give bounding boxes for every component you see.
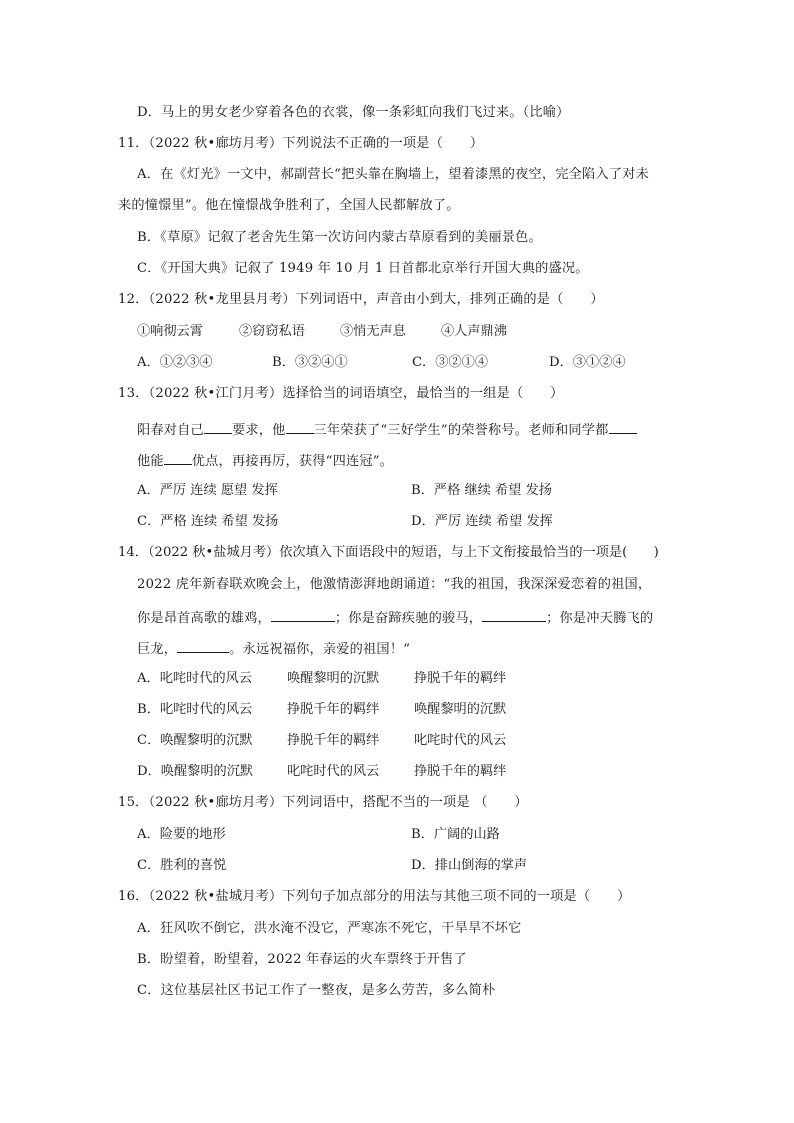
q12-option-a: A．①②③④ [137,355,213,370]
q15-options-row1 [137,826,637,844]
q14-stem: 14．（2022 秋•盐城月考）依次填入下面语段中的短语，与上下文衔接最恰当的一项是( ) [118,545,659,560]
q14-option-b-phrase-2: 挣脱千年的羁绊 [287,702,380,717]
q13-stem: 13．（2022 秋•江门月考）选择恰当的词语填空，最恰当的一组是（ ） [118,386,564,401]
q14-option-d-phrase-3: 挣脱千年的羁绊 [414,764,507,779]
q15-option-d: D．排山倒海的掌声 [411,858,528,873]
q12-word-1: ①响彻云霄 [137,324,203,339]
q16-option-c: C．这位基层社区书记工作了一整夜，是多么劳苦，多么简朴 [137,983,496,998]
q10-option-d: D．马上的男女老少穿着各色的衣裳，像一条彩虹向我们飞过来。（比喻） [137,105,570,120]
q13-option-d: D．严厉 连续 希望 发挥 [411,514,553,529]
q12-option-c: C．③②①④ [412,355,489,370]
q11-option-c: C．《开国大典》记叙了 1949 年 10 月 1 日首都北京举行开国大典的盛况。 [137,261,589,276]
q14-option-a-phrase-1: A．叱咤时代的风云 [137,671,253,686]
q15-option-b: B．广阔的山路 [411,827,500,842]
q13-passage-line2 [137,450,393,471]
q14-blank-2[interactable] [482,607,546,622]
q15-option-c: C．胜利的喜悦 [137,858,227,873]
q12-word-3: ③悄无声息 [340,324,406,339]
q11-option-b: B．《草原》记叙了老舍先生第一次访问内蒙古草原看到的美丽景色。 [137,230,542,245]
q14-option-c-phrase-1: C．唤醒黎明的沉默 [137,733,253,748]
q13-blank-1[interactable] [204,419,232,434]
q14-option-a-phrase-3: 挣脱千年的羁绊 [414,671,507,686]
q14-option-d [137,763,557,781]
q14-blank-3[interactable] [177,638,229,653]
q13-text-1c: 三年荣获了“三好学生”的荣誉称号。老师和同学都 [313,423,609,438]
q14-option-b-phrase-3: 唤醒黎明的沉默 [414,702,507,717]
q13-text-2a: 他能 [137,454,164,469]
q15-options-row2 [137,857,637,875]
q12-word-list [137,323,637,341]
q11-option-a-line2: 来的憧憬里”。他在憧憬战争胜利了，全国人民都解放了。 [118,198,460,213]
q14-passage-line1: 2022 虎年新春联欢晚会上，他激情澎湃地朗诵道：“我的祖国，我深深爱恋着的祖国， [137,577,652,592]
q16-option-a: A．狂风吹不倒它，洪水淹不没它，严寒冻不死它，干旱旱不坏它 [137,921,522,936]
q12-stem: 12．（2022 秋•龙里县月考）下列词语中，声音由小到大，排列正确的是（ ） [118,292,604,307]
q11-stem: 11．（2022 秋•廊坊月考）下列说法不正确的一项是（ ） [118,136,484,151]
q13-options-row2 [137,513,637,531]
q14-text-2b: ；你是奋蹄疾驰的骏马， [334,611,483,626]
q13-text-1b: 要求，他 [231,423,286,438]
q14-option-a [137,670,557,688]
q14-blank-1[interactable] [271,607,335,622]
q14-option-d-phrase-1: D．唤醒黎明的沉默 [137,764,254,779]
q13-blank-3[interactable] [609,419,637,434]
q13-option-c: C．严格 连续 希望 发扬 [137,514,279,529]
q14-option-a-phrase-2: 唤醒黎明的沉默 [287,671,380,686]
q11-option-a-line1: A．在《灯光》一文中，郝副营长“把头靠在胸墙上，望着漆黑的夜空，完全陷入了对未 [137,167,649,182]
q14-text-2c: ；你是冲天腾飞的 [546,611,654,626]
q14-option-d-phrase-2: 叱咤时代的风云 [287,764,380,779]
q13-text-2b: 优点，再接再厉，获得“四连冠”。 [191,454,394,469]
q14-option-c [137,732,557,750]
q13-text-1a: 阳春对自己 [137,423,204,438]
q14-option-b [137,701,557,719]
q14-option-c-phrase-3: 叱咤时代的风云 [414,733,507,748]
q14-passage-line3 [137,638,410,659]
q14-text-3a: 巨龙， [137,642,178,657]
q13-blank-4[interactable] [164,450,192,465]
q15-stem: 15．（2022 秋•廊坊月考）下列词语中，搭配不当的一项是 （ ） [118,795,528,810]
q13-option-b: B．严格 继续 希望 发扬 [411,483,552,498]
q14-option-c-phrase-2: 挣脱千年的羁绊 [287,733,380,748]
q16-stem: 16．（2022 秋•盐城月考）下列句子加点部分的用法与其他三项不同的一项是（ ） [118,889,631,904]
q14-passage-line2 [137,607,653,628]
q16-option-b: B．盼望着，盼望着，2022 年春运的火车票终于开售了 [137,952,467,967]
q13-passage-line1 [137,419,637,440]
q12-option-d: D．③①②④ [549,355,626,370]
q12-word-4: ④人声鼎沸 [441,324,507,339]
q14-text-3b: 。永远祝福你，亲爱的祖国！” [229,642,411,657]
q12-word-2: ②窃窃私语 [239,324,305,339]
q12-options [137,354,657,372]
q14-option-b-phrase-1: B．叱咤时代的风云 [137,702,253,717]
q13-blank-2[interactable] [286,419,314,434]
q13-options-row1 [137,482,637,500]
q12-option-b: B．③②④① [272,355,348,370]
q15-option-a: A．险要的地形 [137,827,226,842]
q13-option-a: A．严厉 连续 愿望 发挥 [137,483,278,498]
q14-text-2a: 你是昂首高歌的雄鸡， [137,611,271,626]
